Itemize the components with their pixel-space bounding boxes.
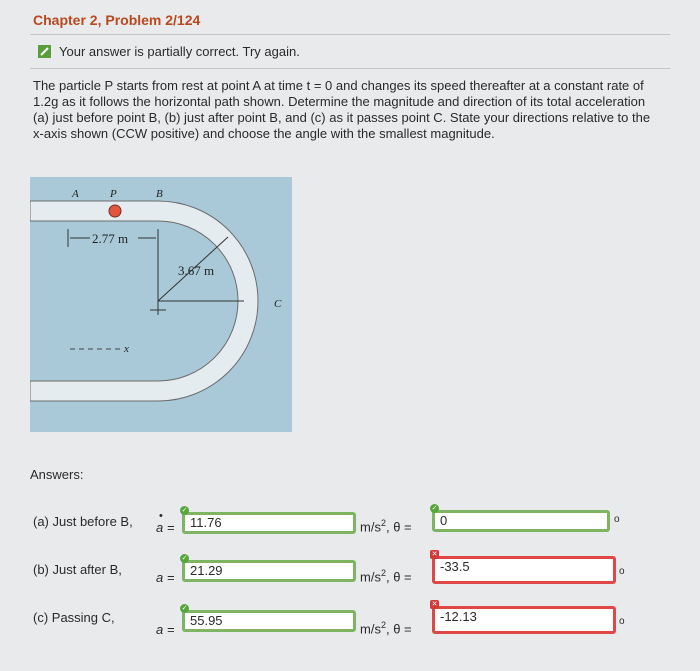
incorrect-x-icon: ✕: [431, 601, 438, 608]
problem-figure: [30, 177, 292, 432]
label-a: A: [72, 188, 79, 200]
page-title: Chapter 2, Problem 2/124: [33, 12, 201, 28]
answer-b-magnitude[interactable]: ✓ 21.29: [182, 560, 356, 582]
answer-b-angle[interactable]: ✕ -33.5: [432, 556, 616, 584]
status-text: Your answer is partially correct. Try again.: [59, 44, 300, 59]
degree-symbol: o: [619, 616, 625, 627]
unit-label: $m/s^2$, θ =: [360, 568, 412, 585]
answers-label: Answers:: [30, 467, 84, 482]
answer-c-angle[interactable]: ✕ -12.13: [432, 606, 616, 634]
unit-label: $m/s^2$, θ =: [360, 518, 412, 535]
row-label-a: (a) Just before B,: [33, 514, 133, 529]
row-label-b: (b) Just after B,: [33, 562, 122, 577]
divider: [30, 68, 670, 69]
status-message: [38, 44, 300, 59]
divider: [30, 34, 670, 35]
answer-a-magnitude[interactable]: ✓ 11.76: [182, 512, 356, 534]
degree-symbol: o: [619, 566, 625, 577]
label-p: P: [110, 188, 117, 200]
a-symbol: a =: [156, 570, 175, 585]
correct-check-icon: ✓: [431, 505, 438, 512]
answer-c-magnitude[interactable]: ✓ 55.95: [182, 610, 356, 632]
a-symbol: • a =: [156, 510, 175, 535]
unit-label: $m/s^2$, θ =: [360, 620, 412, 637]
answer-a-angle[interactable]: ✓ 0: [432, 510, 610, 532]
x-axis-label: x: [124, 343, 129, 355]
problem-statement: The particle P starts from rest at point A at time t = 0 and changes its speed thereafter at a constant rate of 1.2g as it follows the horizontal path shown. Determine the magnitude and direction of its total acceleration (a) just before point B, (b) just after point B, and (c) as it passes point C. State your directions relative to the x-axis shown (CCW positive) and choose the angle with the smallest magnitude.: [33, 78, 651, 141]
incorrect-x-icon: ✕: [431, 551, 438, 558]
dim-radius-label: 3.67 m: [178, 263, 215, 278]
row-label-c: (c) Passing C,: [33, 610, 115, 625]
dim-straight-label: 2.77 m: [92, 231, 129, 246]
correct-check-icon: ✓: [181, 507, 188, 514]
degree-symbol: o: [614, 514, 620, 525]
a-symbol: a =: [156, 622, 175, 637]
correct-check-icon: ✓: [181, 555, 188, 562]
label-b: B: [156, 188, 163, 200]
label-c: C: [274, 298, 282, 310]
correct-check-icon: ✓: [181, 605, 188, 612]
pencil-icon: [38, 45, 51, 58]
particle-p: [109, 205, 121, 217]
